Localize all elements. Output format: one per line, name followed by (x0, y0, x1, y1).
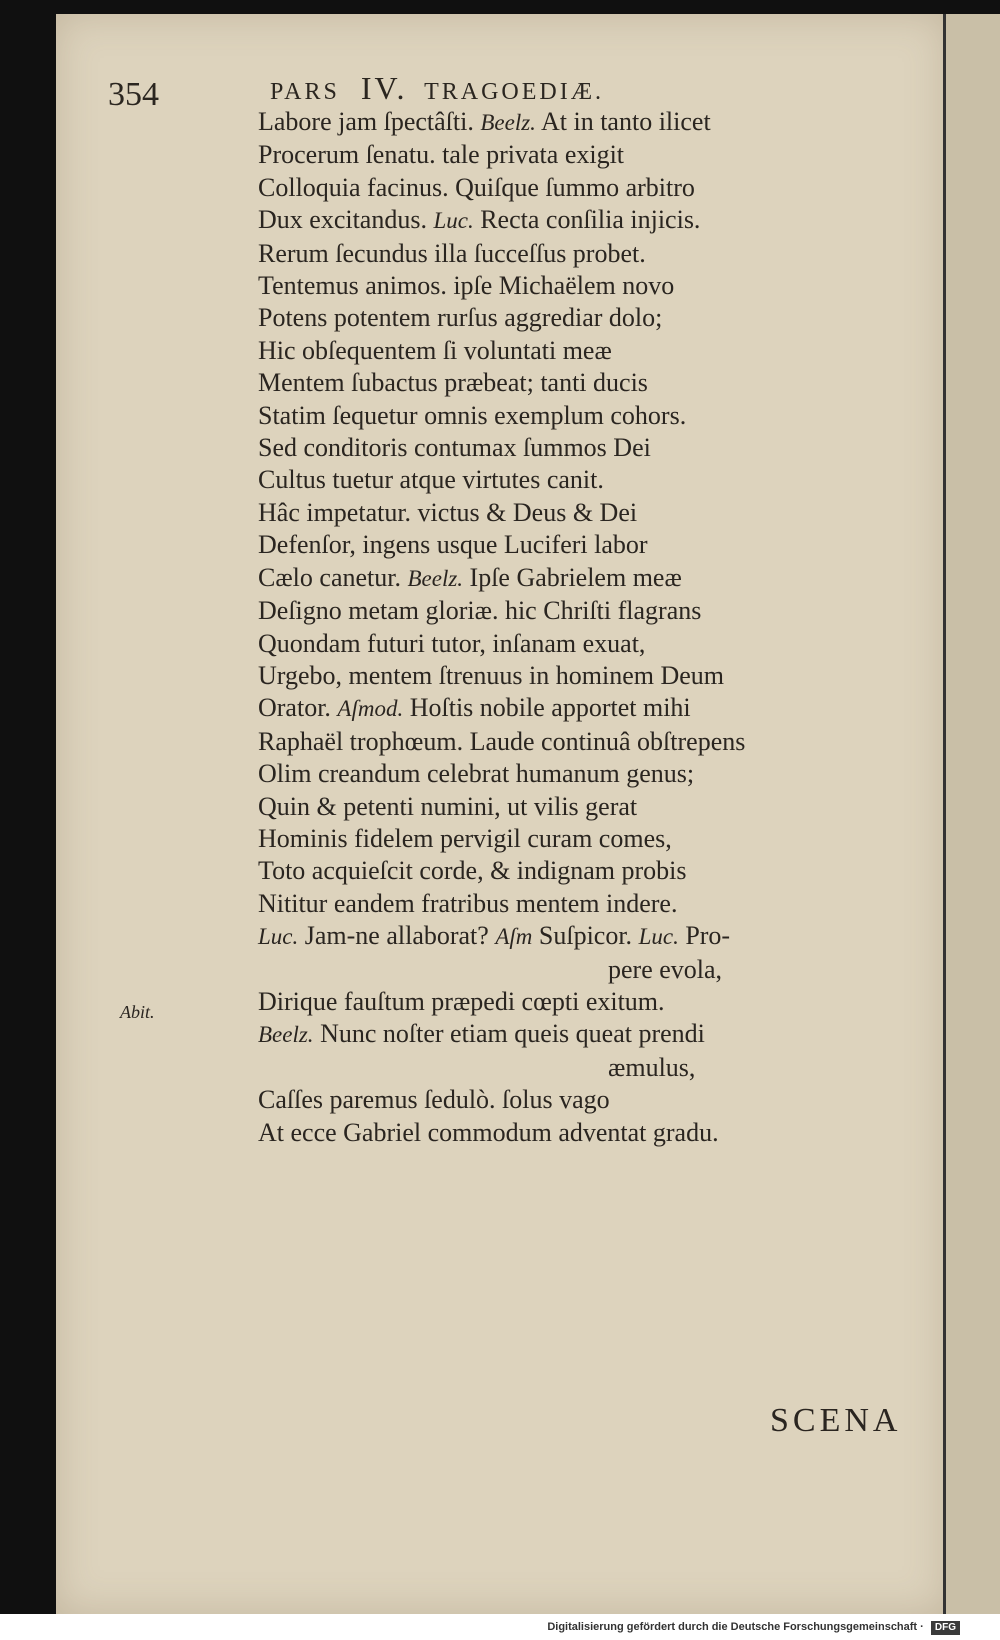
verse-line (258, 855, 898, 887)
verse-line (258, 367, 898, 399)
verse-line (258, 595, 898, 627)
verse-line (258, 1117, 898, 1149)
running-head (270, 70, 604, 107)
line-text: Caſſes paremus ſedulò. ſolus vago (258, 1085, 610, 1115)
verse-line (258, 238, 898, 270)
speaker-label: Aſmod. (337, 696, 404, 722)
verse-line (258, 464, 898, 496)
line-text: Quin & petenti numini, ut vilis gerat (258, 791, 638, 821)
verse-line (258, 1052, 898, 1084)
verse-line (258, 400, 898, 432)
line-text: Hâc impetatur. victus & Deus & Dei (258, 497, 638, 527)
line-text: Raphaël trophœum. Laude continuâ obſtrepens (258, 726, 746, 756)
line-text: Potens potentem rurſus aggrediar dolo; (258, 303, 663, 333)
verse-line (258, 1084, 898, 1116)
line-text: Cælo canetur. (258, 562, 408, 592)
running-head-number: IV. (360, 70, 408, 106)
line-text: Dirique fauſtum præpedi cœpti exitum. (258, 986, 665, 1016)
verse-line (258, 562, 898, 595)
line-text: At in tanto ilicet (535, 107, 711, 136)
line-text: Cultus tuetur atque virtutes canit. (258, 465, 604, 495)
line-text: Quondam futuri tutor, inſanam exuat, (258, 628, 646, 658)
dfg-logo: DFG (931, 1621, 960, 1635)
line-text: Hoſtis nobile apportet mihi (403, 693, 691, 723)
speaker-label: Beelz. (258, 1022, 314, 1048)
line-text: Urgebo, mentem ſtrenuus in hominem Deum (258, 660, 724, 690)
line-text: Orator. (258, 693, 338, 723)
page-edge (943, 14, 1000, 1614)
verse-line (258, 270, 898, 302)
verse-line (258, 986, 898, 1018)
verse-line (258, 1018, 898, 1051)
line-text: Pro- (678, 921, 731, 951)
line-text: pere evola, (608, 954, 723, 984)
running-head-pars: PARS (270, 79, 340, 105)
verse-line (258, 888, 898, 920)
speaker-label: Luc. (258, 924, 299, 950)
verse-line (258, 497, 898, 529)
verse-line (258, 172, 898, 204)
speaker-label: Luc. (638, 924, 679, 950)
verse-line (258, 660, 898, 692)
line-text: Defenſor, ingens usque Luciferi labor (258, 530, 648, 560)
verse-line (258, 823, 898, 855)
verse-line (258, 791, 898, 823)
line-text: Procerum ſenatu. tale privata exigit (258, 140, 625, 170)
verse-line (258, 302, 898, 334)
verse-line (258, 692, 898, 725)
margin-note: Abit. (120, 1002, 155, 1022)
verse-line (258, 758, 898, 790)
verse-line (258, 726, 898, 758)
verse-line (258, 335, 898, 367)
line-text: Rerum ſecundus illa ſucceſſus probet. (258, 238, 646, 268)
verse-line (258, 432, 898, 464)
catchword: SCENA (770, 1402, 902, 1439)
line-text: At ecce Gabriel commodum adventat gradu. (258, 1117, 719, 1147)
line-text: Tentemus animos. ipſe Michaëlem novo (258, 271, 675, 301)
page-number: 354 (108, 76, 159, 113)
verse-line (258, 529, 898, 561)
speaker-label: Beelz. (407, 565, 464, 591)
line-text: Hominis fidelem pervigil curam comes, (258, 823, 672, 853)
line-text: Jam-ne allaborat? (298, 921, 496, 951)
line-text: Labore jam ſpectâſti. (258, 107, 481, 136)
speaker-label: Aſm (495, 924, 533, 950)
verse-line (258, 628, 898, 660)
line-text: Mentem ſubactus præbeat; tanti ducis (258, 368, 648, 398)
speaker-label: Luc. (433, 208, 474, 234)
line-text: Nititur eandem fratribus mentem indere. (258, 888, 678, 918)
line-text: Sed conditoris contumax ſummos Dei (258, 433, 651, 463)
verse-line (258, 204, 898, 237)
line-text: æmulus, (608, 1052, 696, 1082)
line-text: Dux excitandus. (258, 205, 434, 235)
verse-text (258, 106, 898, 1149)
verse-line (258, 106, 898, 139)
line-text: Hic obſequentem ſi voluntati meæ (258, 335, 612, 365)
verse-line (258, 920, 898, 953)
running-head-title: TRAGOEDIÆ. (424, 79, 605, 105)
footer-text: Digitalisierung gefördert durch die Deutsche Forschungsgemeinschaft · (547, 1621, 924, 1633)
speaker-label: Beelz. (480, 110, 536, 135)
line-text: Recta conſilia injicis. (473, 205, 701, 235)
footer (0, 1614, 1000, 1640)
line-text: Colloquia facinus. Quiſque ſummo arbitro (258, 172, 695, 202)
line-text: Suſpicor. (532, 921, 639, 951)
line-text: Ipſe Gabrielem meæ (463, 562, 682, 592)
line-text: Nunc noſter etiam queis queat prendi (313, 1019, 705, 1049)
line-text: Toto acquieſcit corde, & indignam probis (258, 856, 687, 886)
line-text: Olim creandum celebrat humanum genus; (258, 759, 695, 789)
verse-line (258, 954, 898, 986)
verse-line (258, 139, 898, 171)
line-text: Deſigno metam gloriæ. hic Chriſti flagrans (258, 596, 702, 626)
line-text: Statim ſequetur omnis exemplum cohors. (258, 400, 687, 430)
